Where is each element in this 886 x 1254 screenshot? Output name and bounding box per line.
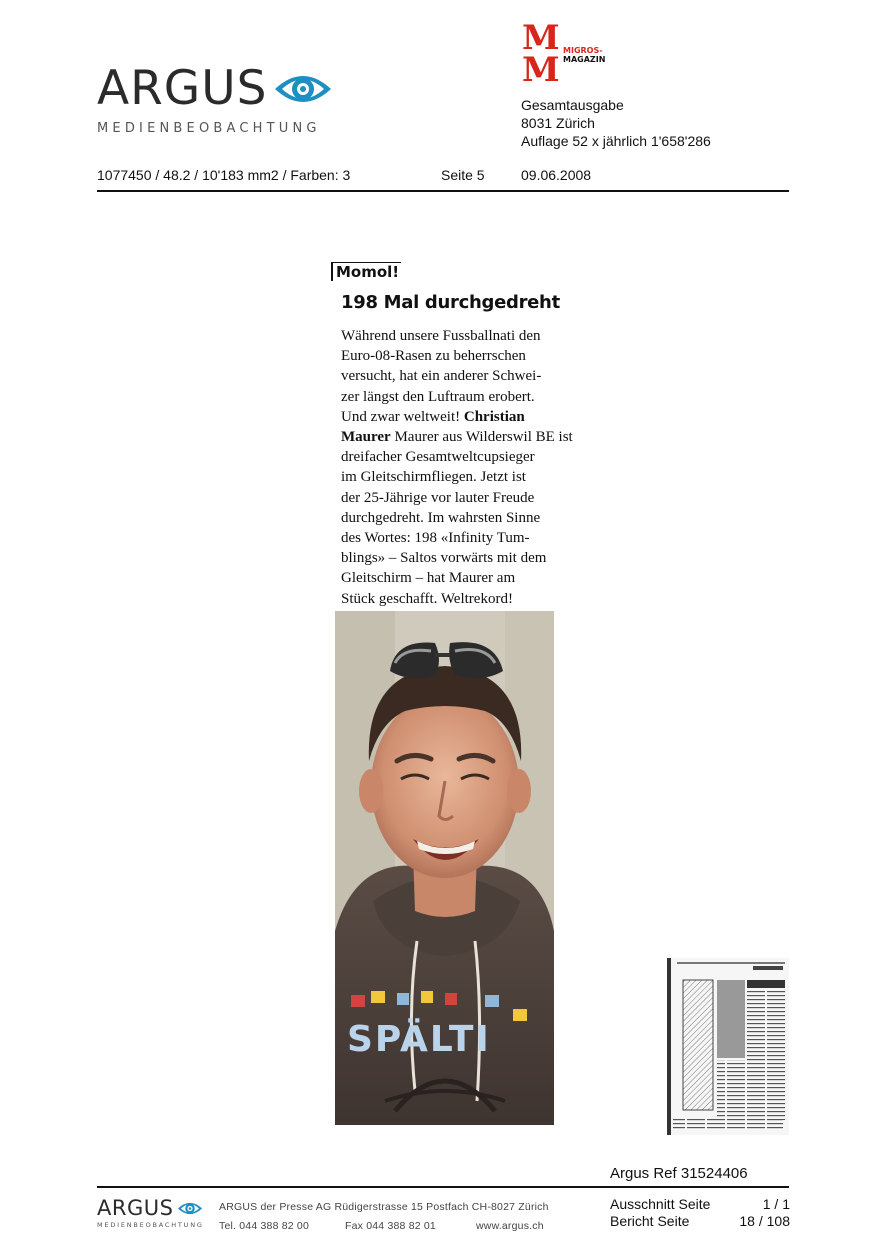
page-thumbnail: [667, 958, 789, 1135]
body-line: zer längst den Luftraum erobert.: [341, 388, 535, 405]
edition: Gesamtausgabe: [521, 97, 624, 113]
argus-logo: [97, 61, 342, 144]
article-photo: [335, 611, 554, 1125]
telephone: Tel. 044 388 82 00: [219, 1220, 310, 1232]
company-address: [219, 1201, 549, 1239]
publication-info: [521, 96, 711, 150]
body-line: blings» – Saltos vorwärts mit dem: [341, 550, 547, 567]
migros-magazin-logo: [522, 18, 632, 90]
eye-icon: [177, 1199, 203, 1218]
ausschnitt-value: 1 / 1: [762, 1196, 790, 1212]
body-line: versucht, hat ein anderer Schwei-: [341, 368, 542, 385]
body-line-rest: Maurer aus Wilderswil BE ist: [394, 429, 573, 446]
argus-logo-word: ARGUS: [97, 61, 268, 116]
person-first-name: Christian: [463, 408, 525, 425]
bericht-label: Bericht Seite: [610, 1213, 690, 1229]
footer-divider: [97, 1186, 789, 1188]
body-line-start: Und zwar weltweit!: [341, 408, 464, 425]
body-line: Stück geschafft. Weltrekord!: [341, 590, 513, 607]
shirt-print-text: SPÄLTI: [347, 1019, 491, 1060]
city: 8031 Zürich: [521, 115, 595, 131]
article-headline: 198 Mal durchgedreht: [341, 292, 560, 313]
mm-brand-line1: MIGROS-: [563, 46, 603, 55]
body-line: dreifacher Gesamtweltcupsieger: [341, 449, 535, 466]
mm-letter-bottom: M: [522, 50, 560, 90]
mm-letters: [522, 18, 560, 90]
mm-brand-line2: MAGAZIN: [563, 55, 606, 64]
body-line: [341, 407, 563, 427]
header-divider: [97, 190, 789, 192]
body-line: der 25-Jährige vor lauter Freude: [341, 489, 535, 506]
argus-footer-logo-word: ARGUS: [97, 1196, 174, 1220]
body-line: [341, 427, 573, 447]
body-line: Gleitschirm – hat Maurer am: [341, 570, 516, 587]
contact-line: [219, 1220, 549, 1239]
circulation: Auflage 52 x jährlich 1'658'286: [521, 133, 711, 149]
website: www.argus.ch: [476, 1220, 544, 1232]
mm-brand-text: [563, 46, 605, 64]
argus-footer-logo-subtitle: MEDIENBEOBACHTUNG: [97, 1221, 204, 1229]
page-number: Seite 5: [441, 167, 485, 183]
ausschnitt-label: Ausschnitt Seite: [610, 1196, 711, 1212]
bericht-row: [610, 1213, 790, 1230]
body-line: des Wortes: 198 «Infinity Tum-: [341, 530, 530, 547]
body-line: im Gleitschirmfliegen. Jetzt ist: [341, 469, 526, 486]
article-body: [341, 326, 573, 609]
mm-letter-top: M: [522, 18, 560, 58]
bericht-value: 18 / 108: [739, 1213, 790, 1229]
person-last-name: Maurer: [341, 429, 391, 446]
rubric-label: Momol!: [331, 262, 401, 281]
argus-logo-subtitle: MEDIENBEOBACHTUNG: [97, 121, 321, 136]
page-thumbnail-image: [667, 958, 789, 1135]
fax: Fax 044 388 82 01: [345, 1220, 436, 1232]
argus-footer-logo: [97, 1197, 209, 1233]
eye-icon: [273, 67, 333, 111]
issue-date: 09.06.2008: [521, 167, 592, 183]
argus-reference: Argus Ref 31524406: [610, 1165, 748, 1182]
ausschnitt-row: [610, 1196, 790, 1213]
body-line: Während unsere Fussballnati den: [341, 328, 541, 344]
page-info: [610, 1196, 790, 1230]
body-line: durchgedreht. Im wahrsten Sinne: [341, 509, 541, 526]
address-line: ARGUS der Presse AG Rüdigerstrasse 15 Postfach CH-8027 Zürich: [219, 1201, 549, 1213]
clip-info: 1077450 / 48.2 / 10'183 mm2 / Farben: 3: [97, 167, 351, 183]
body-line: Euro-08-Rasen zu beherrschen: [341, 348, 526, 365]
portrait-illustration: [335, 611, 554, 1125]
